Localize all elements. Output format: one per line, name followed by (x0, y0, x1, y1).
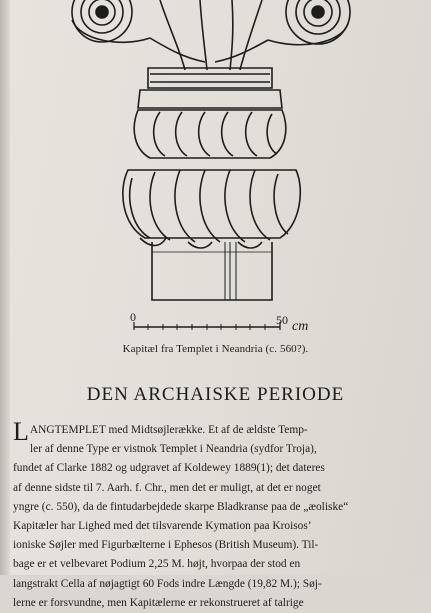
text-line-6: Kapitæler har Lighed med det tilsvarende Kymation paa Kroisos’ (13, 519, 312, 532)
text-line-8: bage er et velbevaret Podium 2,25 M. højt, hvorpaa der stod en (13, 558, 301, 571)
text-line-2: ler af denne Type er vistnok Templet i Neandria (sydfor Troja), (30, 443, 317, 456)
figure-caption: Kapitæl fra Templet i Neandria (c. 560?). (122, 343, 309, 355)
scale-unit-label: cm (292, 319, 309, 334)
text-line-3: fundet af Clarke 1882 og udgravet af Koldewey 1889(1); det dateres (13, 462, 325, 475)
text-line-1: LANGTEMPLET med Midtsøjlerække. Et af de ældste Temp- (13, 417, 308, 446)
text-line-7: ioniske Søjler med Figurbælterne i Ephesos (British Museum). Til- (13, 539, 319, 552)
right-volute-icon (268, 0, 350, 45)
text-line-9: langstrakt Cella af nøjagtigt 60 Fods indre Længde (19,82 M.); Søj- (13, 577, 322, 590)
scale-end-label: 50 (276, 313, 288, 327)
text-line-4: af denne sidste til 7. Aarh. f. Chr., men det er muligt, at det er noget (13, 481, 321, 494)
text-line-5: yngre (c. 550), da de fintudarbejdede skarpe Bladkranse paa de „æoliske“ (13, 500, 349, 513)
section-heading: DEN ARCHAISKE PERIODE (86, 384, 345, 405)
scale-start-label: 0 (130, 310, 136, 324)
body-paragraph (13, 417, 423, 613)
drop-cap: L (13, 417, 29, 446)
left-volute-icon (72, 0, 150, 42)
text-line-10: lerne er forsvundne, men Kapitælerne er rekonstrueret af talrige (13, 596, 304, 609)
